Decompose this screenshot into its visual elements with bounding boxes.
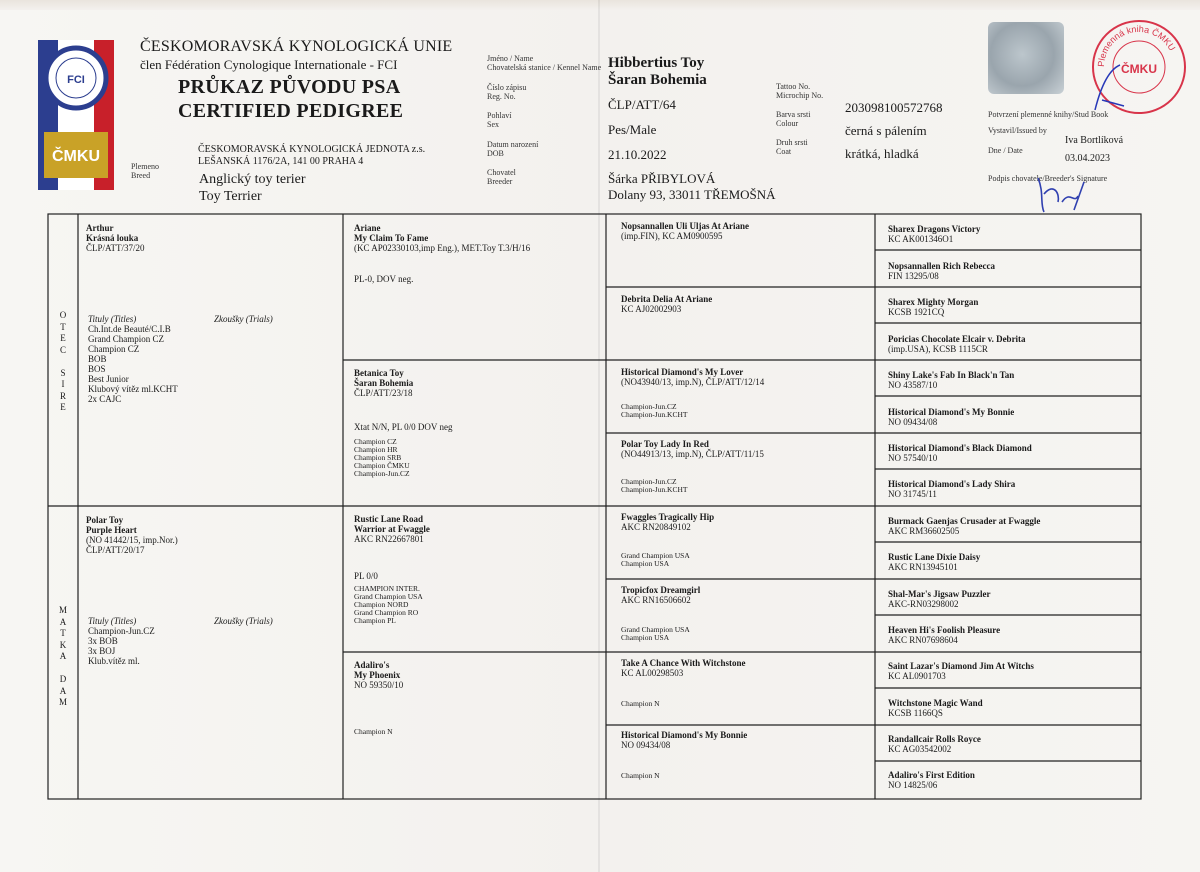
gen3-cell-3: Historical Diamond's My Lover (NO43940/13, imp.N), ČLP/ATT/12/14 Champion-Jun.CZ Champion-Jun.KCHT xyxy=(621,367,765,419)
dog-name: Hibbertius Toy xyxy=(608,55,705,71)
hologram-stamp xyxy=(988,22,1064,94)
breeder-signature-label: Podpis chovatele/Breeder's Signature xyxy=(988,174,1108,183)
gen2-cell-1: Ariane My Claim To Fame (KC AP02330103,imp Eng.), MET.Toy T.3/H/16 PL-0, DOV neg. xyxy=(354,223,531,284)
gen4-cell-14: Witchstone Magic Wand KCSB 1166QS xyxy=(888,698,983,718)
reg-label: Číslo zápisu Reg. No. xyxy=(487,83,527,101)
gen4-cell-10: Rustic Lane Dixie Daisy AKC RN13945101 xyxy=(888,552,981,572)
sire-cell: Arthur Krásná louka ČLP/ATT/37/20 xyxy=(86,223,145,253)
stamp-ring-text: Plemenná kniha ČMKU xyxy=(1095,23,1178,68)
gen4-cell-8: Historical Diamond's Lady Shira NO 31745/11 xyxy=(888,479,1016,499)
colour-label: Barva srsti Colour xyxy=(776,110,811,128)
gen3-cell-2: Debrita Delia At Ariane KC AJ02002903 xyxy=(621,294,713,314)
sire-side-label: O T E C S I R E xyxy=(59,310,67,412)
gen3-cell-1: Nopsannallen Uli Uljas At Ariane (imp.FIN), KC AM0900595 xyxy=(621,221,750,241)
gen4-cell-6: Historical Diamond's My Bonnie NO 09434/08 xyxy=(888,407,1015,427)
sire-titles: Tituly (Titles) Ch.Int.de Beauté/C.I.B Grand Champion CZ Champion CZ BOB BOS Best Junior Klubový vítěz ml.KCHT 2x CAJC xyxy=(88,314,178,404)
dam-trials-label: Zkoušky (Trials) xyxy=(214,616,273,626)
gen4-cell-1: Sharex Dragons Victory KC AK001346O1 xyxy=(888,224,981,244)
dam-side-label: M A T K A D A M xyxy=(58,605,67,707)
gen3-cell-4: Polar Toy Lady In Red (NO44913/13, imp.N), ČLP/ATT/11/15 Champion-Jun.CZ Champion-Jun.KCHT xyxy=(621,439,764,494)
gen2-cell-4: Adaliro's My Phoenix NO 59350/10 Champion N xyxy=(354,660,404,736)
dog-dob: 21.10.2022 xyxy=(608,147,667,162)
dam-titles: Tituly (Titles) Champion-Jun.CZ 3x BOB 3x BOJ Klub.vítěz ml. xyxy=(88,616,155,666)
gen2-cell-3: Rustic Lane Road Warrior at Fwaggle AKC RN22667801 PL 0/0 CHAMPION INTER. Grand Champion USA Champion NORD Grand Champion RO Champion PL xyxy=(354,514,430,625)
stamp-center-text: ČMKU xyxy=(1121,62,1157,76)
name-label: Jméno / Name Chovatelská stanice / Kennel Name xyxy=(487,54,602,72)
dog-coat: krátká, hladká xyxy=(845,146,919,161)
gen4-cell-13: Saint Lazar's Diamond Jim At Witchs KC AL0901703 xyxy=(888,661,1034,681)
gen4-cell-12: Heaven Hi's Foolish Pleasure AKC RN07698604 xyxy=(888,625,1001,645)
coat-label: Druh srsti Coat xyxy=(776,138,808,156)
jednota-name: ČESKOMORAVSKÁ KYNOLOGICKÁ JEDNOTA z.s. xyxy=(198,144,426,155)
gen2-cell-2: Betanica Toy Šaran Bohemia ČLP/ATT/23/18 Xtat N/N, PL 0/0 DOV neg Champion CZ Champion HR Champion SRB Champion ČMKU Champion-Jun.CZ xyxy=(354,368,453,478)
gen3-cell-5: Fwaggles Tragically Hip AKC RN20849102 Grand Champion USA Champion USA xyxy=(621,512,715,568)
gen4-cell-16: Adaliro's First Edition NO 14825/06 xyxy=(888,770,975,790)
dog-colour: černá s pálením xyxy=(845,123,927,138)
fci-cmku-logo xyxy=(38,40,114,190)
dob-label: Datum narození DOB xyxy=(487,140,539,158)
gen4-cell-11: Shal-Mar's Jigsaw Puzzler AKC-RN03298002 xyxy=(888,589,991,609)
title-en: CERTIFIED PEDIGREE xyxy=(178,100,404,122)
gen4-cell-3: Sharex Mighty Morgan KCSB 1921CQ xyxy=(888,297,979,317)
jednota-address: LEŠANSKÁ 1176/2A, 141 00 PRAHA 4 xyxy=(198,156,364,167)
gen4-cell-2: Nopsannallen Rich Rebecca FIN 13295/08 xyxy=(888,261,996,281)
dog-sex: Pes/Male xyxy=(608,122,657,137)
fci-logo-text: FCI xyxy=(67,74,85,86)
gen4-cell-4: Poricias Chocolate Elcair v. Debrita (imp.USA), KCSB 1115CR xyxy=(888,334,1026,354)
sex-label: Pohlaví Sex xyxy=(487,111,512,129)
dam-cell: Polar Toy Purple Heart (NO 41442/15, imp.Nor.) ČLP/ATT/20/17 xyxy=(86,515,178,555)
breed-en: Toy Terrier xyxy=(199,189,262,204)
gen4-cell-7: Historical Diamond's Black Diamond NO 57540/10 xyxy=(888,443,1032,463)
date-label: Dne / Date xyxy=(988,146,1023,155)
breeder-signature xyxy=(1030,172,1090,216)
dog-breeder: Šárka PŘIBYLOVÁ xyxy=(608,171,716,186)
paper-fold xyxy=(598,0,600,872)
sire-trials-label: Zkoušky (Trials) xyxy=(214,314,273,324)
gen4-cell-9: Burmack Gaenjas Crusader at Fwaggle AKC RM36602505 xyxy=(888,516,1041,536)
gen4-cell-15: Randallcair Rolls Royce KC AG03542002 xyxy=(888,734,981,754)
fci-member: člen Fédération Cynologique Internationale - FCI xyxy=(140,57,398,72)
dog-kennel: Šaran Bohemia xyxy=(608,72,707,88)
tattoo-label: Tattoo No. Microchip No. xyxy=(776,82,824,100)
gen3-cell-6: Tropicfox Dreamgirl AKC RN16506602 Grand Champion USA Champion USA xyxy=(621,585,701,642)
issued-by: Iva Bortlíková xyxy=(1065,135,1124,146)
gen3-cell-7: Take A Chance With Witchstone KC AL00298503 Champion N xyxy=(621,658,746,708)
issue-date: 03.04.2023 xyxy=(1065,153,1110,164)
studbook-label: Potvrzení plemenné knihy/Stud Book xyxy=(988,110,1109,119)
paper-edge xyxy=(0,0,1200,10)
breeder-label: Chovatel Breeder xyxy=(487,168,516,186)
gen3-cell-8: Historical Diamond's My Bonnie NO 09434/08 Champion N xyxy=(621,730,748,780)
breed-cz: Anglický toy terier xyxy=(199,172,306,187)
issued-label: Vystavil/Issued by xyxy=(988,126,1047,135)
org-name: ČESKOMORAVSKÁ KYNOLOGICKÁ UNIE xyxy=(140,38,453,55)
breed-label: Plemeno Breed xyxy=(131,162,159,180)
dog-reg: ČLP/ATT/64 xyxy=(608,97,676,112)
gen4-cell-5: Shiny Lake's Fab In Black'n Tan NO 43587/10 xyxy=(888,370,1015,390)
cmku-logo-text: ČMKU xyxy=(52,148,100,165)
dog-chip: 203098100572768 xyxy=(845,100,943,115)
title-cz: PRŮKAZ PŮVODU PSA xyxy=(178,76,401,98)
dog-breeder-address: Dolany 93, 33011 TŘEMOŠNÁ xyxy=(608,187,776,202)
